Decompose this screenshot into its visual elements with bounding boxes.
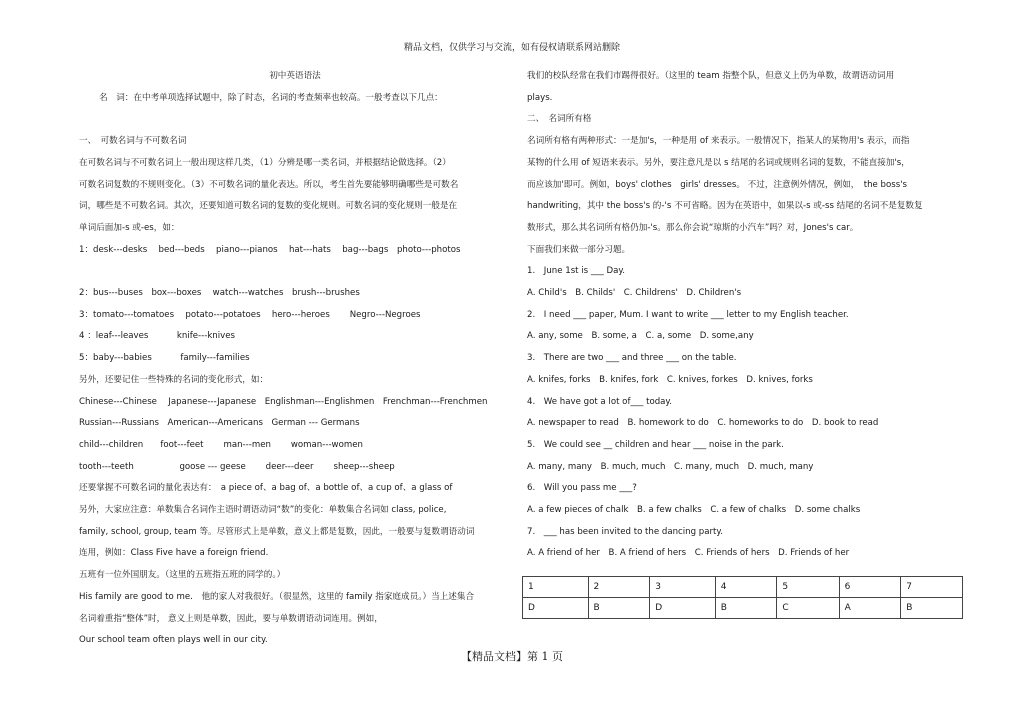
- answer-number-cell: 3: [650, 577, 716, 598]
- answer-letter-cell: B: [715, 598, 777, 619]
- text-line: 1：desk---desks bed---beds piano---pianos hat---hats bag---bags photo---photos: [79, 244, 461, 255]
- text-line: 词，哪些是不可数名词。其次，还要知道可数名词的复数的变化规则。可数名词的变化规则一般是在: [79, 201, 458, 212]
- text-line: 还要掌握不可数名词的量化表达有： a piece of、a bag of、a bottle of、a cup of、a glass of: [79, 483, 453, 494]
- answer-number-cell: 4: [715, 577, 777, 598]
- answer-letter-cell: D: [523, 598, 589, 619]
- answer-letter-row: [523, 598, 963, 619]
- page-header: 精品文档，仅供学习与交流，如有侵权请联系网站删除: [403, 43, 620, 53]
- page-footer: 【精品文档】第 1 页: [461, 650, 563, 663]
- options-line: A. A friend of her B. A friend of hers C. Friends of hers D. Friends of her: [527, 548, 850, 559]
- text-line: 名词所有格有两种形式：一是加's，一种是用 of 来表示。一般情况下，指某人的某物用's 表示，而指: [527, 136, 910, 147]
- answer-number-cell: 6: [839, 577, 901, 598]
- question-line: 2. I need ___ paper, Mum. I want to write ___ letter to my English teacher.: [527, 309, 849, 320]
- text-line: 连用，例如：Class Five have a foreign friend.: [79, 548, 269, 559]
- options-line: A. knifes, forks B. knifes, fork C. knives, forkes D. knives, forks: [527, 374, 813, 385]
- answer-number-cell: 1: [523, 577, 589, 598]
- right-column: [527, 66, 967, 565]
- question-line: 6. Will you pass me ___?: [527, 483, 637, 494]
- text-line: [79, 261, 511, 283]
- question-line: 3. There are two ___ and three ___ on the table.: [527, 353, 737, 364]
- answer-number-cell: 2: [588, 577, 650, 598]
- text-line: child---children foot---feet man---men woman---women: [79, 439, 363, 450]
- text-line: 5：baby---babies family---families: [79, 353, 250, 364]
- options-line: A. a few pieces of chalk B. a few chalks C. a few of chalks D. some chalks: [527, 505, 861, 516]
- text-line: 4 ：leaf---leaves knife---knives: [79, 331, 235, 342]
- answer-number-cell: 7: [901, 577, 963, 598]
- text-line: [79, 109, 511, 131]
- options-line: A. any, some B. some, a C. a, some D. some,any: [527, 331, 754, 342]
- text-line: 可数名词复数的不规则变化。（3）不可数名词的量化表达。所以，考生首先要能够明确哪些是可数名: [79, 179, 459, 190]
- text-line: family, school, group, team 等。尽管形式上是单数，意义上都是复数，因此，一般要与复数谓语动词: [79, 526, 475, 537]
- text-line: handwriting，其中 the boss's 的-'s 不可省略。因为在英语中，如果以-s 或-ss 结尾的名词不是复数复: [527, 201, 923, 212]
- document-title: 初中英语语法: [269, 71, 321, 81]
- text-line: Our school team often plays well in our city.: [79, 635, 268, 646]
- text-line: 我们的校队经常在我们市踢得很好。（这里的 team 指整个队，但意义上仍为单数，故谓语动词用: [527, 71, 895, 81]
- question-line: 1. June 1st is ___ Day.: [527, 266, 625, 277]
- text-line: Chinese---Chinese Japanese---Japanese Englishman---Englishmen Frenchman---Frenchmen: [79, 396, 488, 407]
- question-line: 4. We have got a lot of___ today.: [527, 396, 673, 407]
- text-line: plays.: [527, 92, 553, 103]
- text-line: 在可数名词与不可数名词上一般出现这样几类，（1）分辨是哪一类名词，并根据结论做选择。（2）: [79, 157, 451, 168]
- section-heading: 一、 可数名词与不可数名词: [79, 136, 187, 147]
- text-line: His family are good to me. 他的家人对我很好。（很显然，这里的 family 指家庭成员。）当上述集合: [79, 591, 475, 602]
- answer-letter-cell: D: [650, 598, 716, 619]
- answer-table: [522, 576, 963, 619]
- text-line: 单词后面加-s 或-es，如：: [79, 222, 180, 233]
- text-line: 下面我们来做一部分习题。: [527, 244, 631, 255]
- text-line: 某物的什么用 of 短语来表示。另外，要注意凡是以 s 结尾的名词或规则名词的复数，不能直接加's，: [527, 157, 910, 168]
- section-heading: 二、 名词所有格: [527, 114, 592, 125]
- options-line: A. newspaper to read B. homework to do C. homeworks to do D. book to read: [527, 418, 879, 429]
- options-line: A. Child's B. Childs' C. Childrens' D. Children's: [527, 288, 742, 299]
- answer-letter-cell: B: [588, 598, 650, 619]
- text-line: 3：tomato---tomatoes potato---potatoes hero---heroes Negro---Negroes: [79, 309, 421, 320]
- options-line: A. many, many B. much, much C. many, much D. much, many: [527, 461, 814, 472]
- text-line: 2：bus---buses box---boxes watch---watches brush---brushes: [79, 288, 360, 299]
- left-column: [79, 66, 511, 652]
- text-line: 名 词：在中考单项选择试题中，除了时态，名词的考查频率也较高。一般考查以下几点：: [99, 92, 443, 103]
- question-line: 5. We could see __ children and hear ___ noise in the park.: [527, 439, 784, 450]
- answer-number-cell: 5: [777, 577, 839, 598]
- text-line: 名词着重指“整体”时， 意义上则是单数，因此，要与单数谓语动词连用。例如，: [79, 613, 383, 624]
- text-line: tooth---teeth goose --- geese deer---deer sheep---sheep: [79, 461, 395, 472]
- text-line: 另外，大家应注意：单数集合名词作主语时谓语动词“数”的变化：单数集合名词如 class, police,: [79, 505, 447, 516]
- answer-letter-cell: A: [839, 598, 901, 619]
- question-line: 7. ___ has been invited to the dancing party.: [527, 526, 724, 537]
- answer-letter-cell: C: [777, 598, 839, 619]
- text-line: 五班有一位外国朋友。（这里的五班指五班的同学的。）: [79, 570, 286, 581]
- text-line: 数形式，那么其名词所有格仍加-'s。那么你会说“琼斯的小汽车”吗？对，Jones's car。: [527, 222, 859, 233]
- answer-number-row: [523, 577, 963, 598]
- answer-letter-cell: B: [901, 598, 963, 619]
- text-line: 另外，还要记住一些特殊的名词的变化形式，如：: [79, 374, 269, 385]
- text-line: 而应该加'即可。例如，boys' clothes girls' dresses。 不过，注意例外情况，例如， the boss's: [527, 179, 908, 190]
- text-line: Russian---Russians American---Americans German --- Germans: [79, 418, 360, 429]
